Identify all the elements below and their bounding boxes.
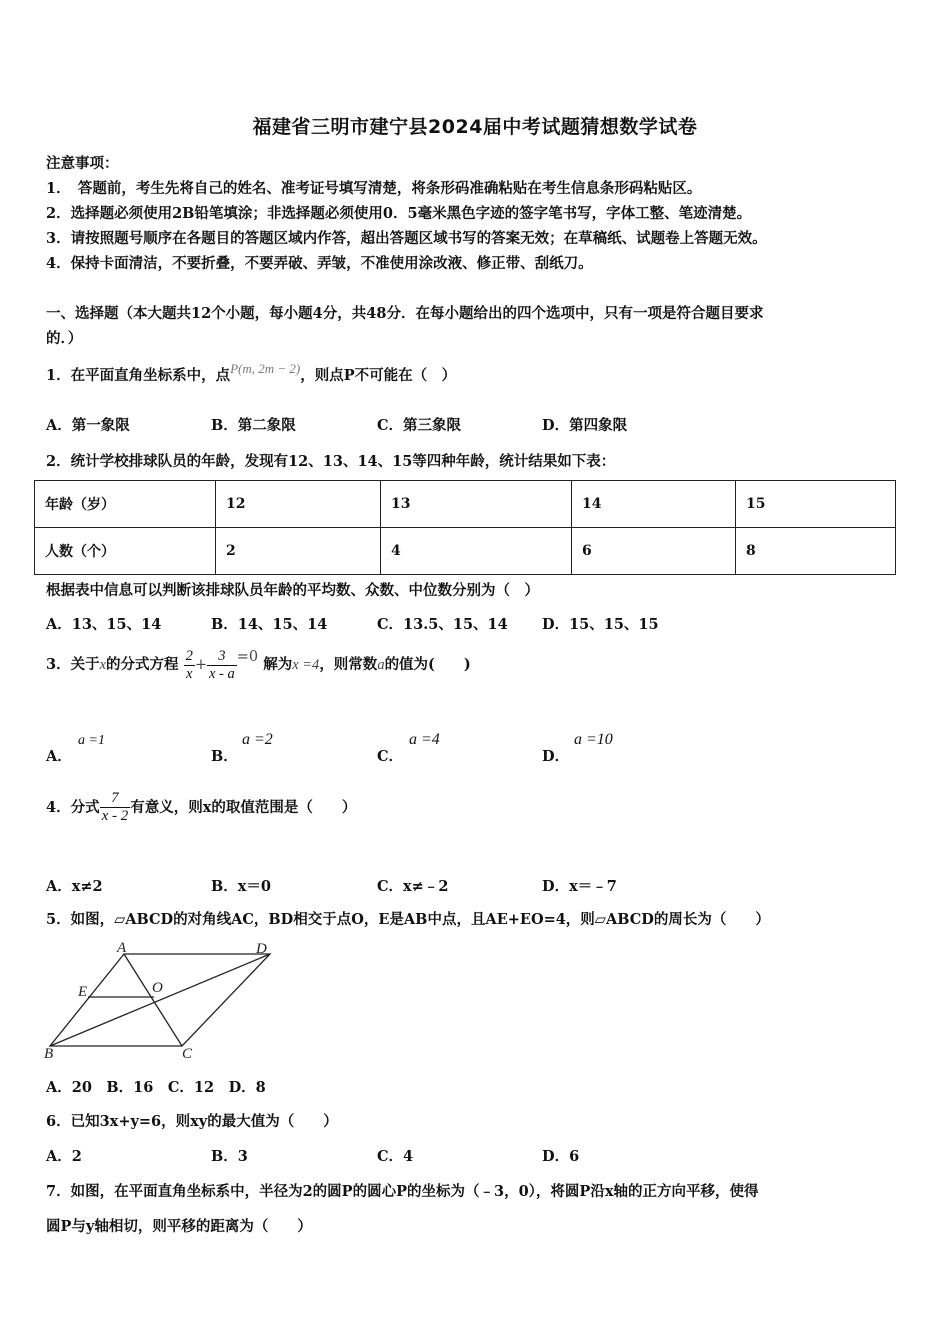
- diagonal-ac: [124, 954, 182, 1046]
- q3-option-a-label: A．: [46, 748, 72, 765]
- q4-option-a: A．x≠2: [46, 878, 103, 895]
- q1-option-b: B．第二象限: [211, 417, 296, 434]
- q3-mid: 的分式方程: [106, 656, 179, 674]
- notice-heading: 注意事项：: [46, 155, 119, 172]
- q6-stem: 6．已知3x+y=6，则xy的最大值为（ ）: [46, 1113, 338, 1130]
- q1-prefix: 1．在平面直角坐标系中，点: [46, 367, 231, 384]
- q1-option-c: C．第三象限: [377, 417, 462, 434]
- q2-option-d: D．15、15、15: [542, 616, 659, 633]
- notice-item-2: 2．选择题必须使用2B铅笔填涂；非选择题必须使用0．5毫米黑色字迹的签字笔书写，字体工整、笔迹清楚。: [46, 205, 752, 222]
- q3-equals-zero: =0: [236, 649, 259, 666]
- q2-question: 根据表中信息可以判断该排球队员年龄的平均数、众数、中位数分别为（ ）: [46, 582, 539, 599]
- q1-suffix: ，则点P不可能在（ ）: [300, 367, 457, 384]
- q6-option-d: D．6: [542, 1148, 580, 1165]
- q3-option-b-label: B．: [211, 748, 238, 765]
- q3-root: x =4: [292, 657, 320, 674]
- section-heading-line2: 的．）: [46, 330, 83, 347]
- q4-option-c: C．x≠﹣2: [377, 878, 449, 895]
- q7-stem-line2: 圆P与y轴相切，则平移的距离为（ ）: [46, 1218, 312, 1235]
- q1-stem: [46, 361, 457, 385]
- q7-stem-line1: 7．如图，在平面直角坐标系中，半径为2的圆P的圆心P的坐标为（﹣3，0），将圆P沿x轴的正方向平移，使得: [46, 1183, 759, 1200]
- table-cell: 2: [216, 528, 381, 575]
- notice-item-1: 1． 答题前，考生先将自己的姓名、准考证号填写清楚，将条形码准确粘贴在考生信息条形码粘贴区。: [46, 180, 702, 197]
- q4-stem: [46, 790, 356, 826]
- label-a: A: [117, 940, 127, 956]
- notice-item-4: 4．保持卡面清洁，不要折叠，不要弄破、弄皱，不准使用涂改液、修正带、刮纸刀。: [46, 255, 593, 272]
- table-cell: 6: [572, 528, 736, 575]
- table-cell: 13: [381, 481, 572, 528]
- q1-option-d: D．第四象限: [542, 417, 628, 434]
- page-title: 福建省三明市建宁县2024届中考试题猜想数学试卷: [252, 116, 698, 138]
- label-c: C: [182, 1046, 193, 1060]
- q3-var-x: x: [99, 657, 107, 674]
- q3-option-b-value: a =2: [242, 731, 273, 748]
- q4-option-d: D．x＝﹣7: [542, 878, 617, 895]
- q4-prefix: 4．分式: [46, 798, 100, 816]
- label-d: D: [256, 941, 267, 957]
- table-cell: 4: [381, 528, 572, 575]
- section-heading-line1: 一、选择题（本大题共12个小题，每小题4分，共48分．在每小题给出的四个选项中，只有一项是符合题目要求: [46, 305, 764, 322]
- q1-formula: P(m, 2m − 2): [230, 361, 301, 376]
- q3-plus: +: [194, 657, 207, 674]
- table-cell: 14: [572, 481, 736, 528]
- q4-suffix: 有意义，则x的取值范围是（ ）: [130, 798, 357, 816]
- age-table: [34, 480, 896, 575]
- q3-prefix: 3．关于: [46, 656, 100, 674]
- table-cell: 年龄（岁）: [35, 481, 216, 528]
- table-cell: 12: [216, 481, 381, 528]
- q2-option-c: C．13.5、15、14: [377, 616, 508, 633]
- q3-fraction-2: $\frac{3}{x - a}$: [209, 648, 235, 682]
- table-row: [35, 481, 896, 528]
- notice-item-3: 3．请按照题号顺序在各题目的答题区域内作答，超出答题区域书写的答案无效；在草稿纸、试题卷上答题无效。: [46, 230, 767, 247]
- table-cell: 人数（个）: [35, 528, 216, 575]
- q3-option-d-value: a =10: [574, 731, 613, 748]
- parallelogram-figure: [42, 938, 274, 1060]
- label-o: O: [152, 980, 163, 996]
- q2-option-a: A．13、15、14: [46, 616, 162, 633]
- q3-fraction-1: $\frac{2}{x}$: [185, 648, 193, 682]
- table-cell: 15: [736, 481, 896, 528]
- q3-suffix2: 的值为( ): [384, 656, 471, 674]
- q6-option-a: A．2: [46, 1148, 82, 1165]
- q4-fraction: $\frac{7}{x - 2}$: [101, 790, 129, 825]
- q2-stem: 2．统计学校排球队员的年龄，发现有12、13、14、15等四种年龄，统计结果如下表：: [46, 453, 616, 470]
- q5-options: A．20 B．16 C．12 D．8: [46, 1079, 266, 1096]
- q3-suffix1: ，则常数: [319, 656, 378, 674]
- q3-option-c-label: C．: [377, 748, 404, 765]
- q4-option-b: B．x＝0: [211, 878, 271, 895]
- table-cell: 8: [736, 528, 896, 575]
- q1-option-a: A．第一象限: [46, 417, 130, 434]
- q3-stem: [46, 648, 471, 682]
- q5-stem: 5．如图，▱ABCD的对角线AC，BD相交于点O，E是AB中点，且AE+EO=4，则▱ABCD的周长为（ ）: [46, 911, 770, 928]
- q2-option-b: B．14、15、14: [211, 616, 328, 633]
- q6-option-c: C．4: [377, 1148, 414, 1165]
- table-row: [35, 528, 896, 575]
- q6-option-b: B．3: [211, 1148, 248, 1165]
- label-e: E: [78, 984, 88, 1000]
- q3-solve: 解为: [263, 656, 293, 674]
- label-b: B: [44, 1046, 54, 1060]
- q3-option-c-value: a =4: [409, 731, 440, 748]
- q3-var-a: a: [377, 657, 385, 674]
- q3-option-a-value: a =1: [78, 733, 105, 748]
- diagonal-bd: [50, 954, 270, 1046]
- q3-option-d-label: D．: [542, 748, 570, 765]
